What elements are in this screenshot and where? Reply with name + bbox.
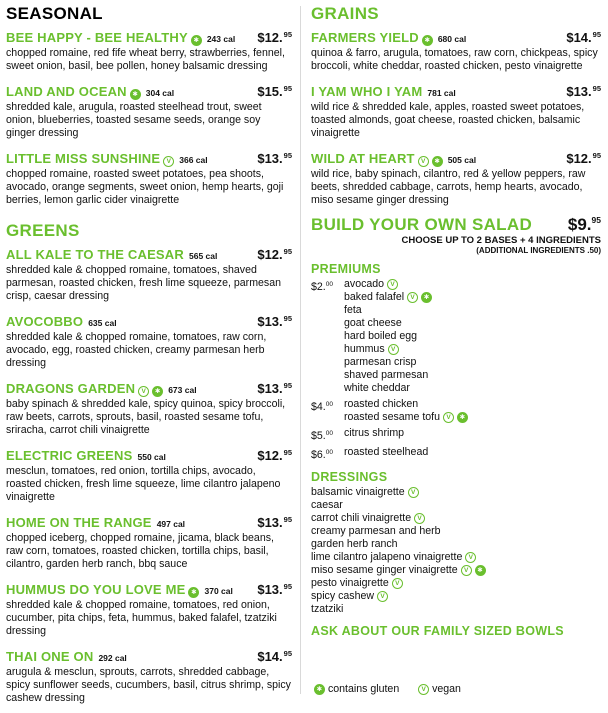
menu-item-calories: 292 cal — [98, 653, 127, 663]
menu-item-description: shredded kale & chopped romaine, tomatoes, shaved parmesan, roasted chicken, fresh lime squeeze, parmesan crisp, caesar dressing — [6, 264, 281, 302]
menu-item-name: AVOCOBBO — [6, 314, 84, 329]
premium-item — [344, 317, 432, 330]
gluten-icon: ✱ — [432, 156, 443, 167]
vegan-icon: V — [414, 513, 425, 524]
menu-item-price — [257, 445, 292, 464]
gluten-icon: ✱ — [422, 35, 433, 46]
price-dollars: $2. — [311, 281, 326, 293]
premium-item — [344, 398, 468, 411]
menu-item-price — [257, 311, 292, 330]
dressing-label: lime cilantro jalapeno vinaigrette — [311, 551, 463, 563]
column-divider — [300, 6, 301, 694]
vegan-icon: V — [392, 578, 403, 589]
menu-item-calories: 781 cal — [427, 88, 456, 98]
premium-item — [344, 356, 432, 369]
price-dollars: $14. — [257, 649, 283, 664]
premium-item-label: avocado — [344, 278, 385, 290]
dressing-label: carrot chili vinaigrette — [311, 512, 412, 524]
price-dollars: $12. — [566, 151, 592, 166]
menu-item-price — [566, 81, 601, 100]
price-cents: 95 — [283, 582, 292, 591]
premium-price-group — [311, 398, 601, 424]
menu-item-name: ELECTRIC GREENS — [6, 448, 133, 463]
dressing-item — [311, 551, 601, 564]
menu-item-calories: 366 cal — [179, 155, 208, 165]
menu-item — [311, 27, 601, 73]
menu-item-name: BEE HAPPY - BEE HEALTHY — [6, 30, 188, 45]
menu-item-price — [257, 81, 292, 100]
menu-item-name: HOME ON THE RANGE — [6, 515, 152, 530]
price-dollars: $15. — [257, 84, 283, 99]
menu-item-calories: 550 cal — [137, 452, 166, 462]
grains-list — [311, 27, 601, 207]
dressing-label: garden herb ranch — [311, 538, 398, 550]
price-cents: 95 — [283, 381, 292, 390]
dressing-item — [311, 564, 601, 577]
menu-item — [6, 579, 292, 638]
dressing-label: tzatziki — [311, 603, 344, 615]
vegan-icon: V — [377, 591, 388, 602]
premiums-heading: PREMIUMS — [311, 262, 381, 276]
price-cents: 95 — [283, 247, 292, 256]
price-dollars: $13. — [566, 84, 592, 99]
menu-item-price — [257, 378, 292, 397]
menu-item-calories: 243 cal — [206, 34, 236, 44]
vegan-icon: V — [443, 412, 454, 423]
menu-item-header — [6, 512, 292, 532]
menu-item — [6, 311, 292, 370]
menu-item-header — [311, 27, 601, 47]
menu-item-calories: 497 cal — [156, 519, 186, 529]
premium-item — [344, 369, 432, 382]
build-your-own-note: (ADDITIONAL INGREDIENTS .50) — [476, 246, 601, 255]
menu-item-description: chopped romaine, red fife wheat berry, strawberries, fennel, sweet onion, basil, bee pollen, honey balsamic dressing — [6, 47, 285, 72]
menu-item-header — [6, 579, 292, 599]
vegan-icon: V — [461, 565, 472, 576]
menu-item-name: I YAM WHO I YAM — [311, 84, 423, 99]
menu-item-price — [566, 27, 601, 46]
gluten-icon: ✱ — [130, 89, 141, 100]
build-your-own-header — [311, 215, 601, 235]
gluten-icon: ✱ — [421, 292, 432, 303]
menu-item-price — [257, 244, 292, 263]
premium-price — [311, 278, 344, 395]
dressing-item — [311, 499, 601, 512]
price-dollars: $13. — [257, 582, 283, 597]
premium-price-group — [311, 427, 601, 443]
price-cents: 95 — [283, 515, 292, 524]
menu-item — [6, 512, 292, 571]
vegan-icon: V — [465, 552, 476, 563]
dressing-label: balsamic vinaigrette — [311, 486, 405, 498]
menu-item-price — [566, 148, 601, 167]
menu-item-description: chopped romaine, roasted sweet potatoes, pea shoots, avocado, orange segments, sweet onion, hemp hearts, goji berries, lemon garlic cider vinaigrette — [6, 168, 284, 206]
menu-item-calories: 565 cal — [188, 251, 218, 261]
premium-item-label: goat cheese — [344, 317, 402, 329]
premium-item-label: parmesan crisp — [344, 356, 417, 368]
price-dollars: $5. — [311, 430, 326, 442]
seasonal-list — [6, 27, 292, 207]
price-cents: 95 — [283, 30, 292, 39]
premium-item — [344, 330, 432, 343]
dressings-heading: DRESSINGS — [311, 470, 388, 484]
gluten-icon: ✱ — [475, 565, 486, 576]
menu-item-name: LITTLE MISS SUNSHINE — [6, 151, 161, 166]
menu-item-description: shredded kale & chopped romaine, tomatoes, red onion, cucumber, pita chips, feta, hummus, baked falafel, tzatziki dressing — [6, 599, 277, 637]
menu-item-calories: 680 cal — [437, 34, 467, 44]
premium-item-label: white cheddar — [344, 382, 410, 394]
menu-item-header — [311, 148, 601, 168]
premium-item — [344, 382, 432, 395]
dressing-item — [311, 486, 601, 499]
seasonal-heading: SEASONAL — [6, 4, 103, 23]
vegan-icon: V — [407, 292, 418, 303]
gluten-icon: ✱ — [152, 386, 163, 397]
menu-item-header — [6, 445, 292, 465]
dressing-item — [311, 603, 601, 616]
premium-item — [344, 291, 432, 304]
price-dollars: $12. — [257, 448, 283, 463]
premium-item — [344, 304, 432, 317]
price-cents: 00 — [325, 281, 333, 288]
dressing-label: creamy parmesan and herb — [311, 525, 441, 537]
price-dollars: $6. — [311, 449, 326, 461]
dressing-item — [311, 525, 601, 538]
gluten-icon: ✱ — [191, 35, 202, 46]
grains-heading: GRAINS — [311, 4, 379, 23]
menu-item-description: wild rice, baby spinach, cilantro, red & yellow peppers, raw beets, shredded cabbage, carrots, hemp hearts, avocado, miso sesame ginger dressing — [311, 168, 586, 206]
family-bowls-note: ASK ABOUT OUR FAMILY SIZED BOWLS — [311, 624, 564, 638]
menu-item-description: chopped iceberg, chopped romaine, jicama, black beans, raw corn, tomatoes, roasted chicken, tortilla chips, basil, cilantro, garden herb ranch, bbq sauce — [6, 532, 274, 570]
menu-item-price — [257, 27, 292, 46]
gluten-icon: ✱ — [457, 412, 468, 423]
build-your-own-price — [568, 215, 601, 235]
menu-item-header — [6, 27, 292, 47]
price-dollars: $12. — [257, 30, 283, 45]
menu-item — [6, 148, 292, 207]
menu-item-name: WILD AT HEART — [311, 151, 415, 166]
price-cents: 95 — [283, 448, 292, 457]
menu-item — [311, 81, 601, 140]
premium-items — [344, 427, 404, 443]
menu-item-header — [6, 81, 292, 101]
legend — [311, 683, 461, 696]
vegan-icon: V — [387, 279, 398, 290]
menu-item-header — [6, 378, 292, 398]
price-dollars: $14. — [566, 30, 592, 45]
dressings-list — [311, 486, 601, 616]
premium-item-label: shaved parmesan — [344, 369, 429, 381]
price-dollars: $13. — [257, 515, 283, 530]
price-cents: 95 — [283, 314, 292, 323]
byo-price-cents: 95 — [591, 215, 601, 225]
menu-item-name: HUMMUS DO YOU LOVE ME — [6, 582, 186, 597]
menu-item-price — [257, 148, 292, 167]
menu-item-description: shredded kale, arugula, roasted steelhead trout, sweet onion, blueberries, toasted sesame seeds, orange soy ginger dressing — [6, 101, 262, 139]
vegan-icon: V — [418, 684, 429, 695]
dressing-label: spicy cashew — [311, 590, 374, 602]
dressing-item — [311, 538, 601, 551]
menu-item-calories: 635 cal — [88, 318, 117, 328]
menu-item-name: ALL KALE TO THE CAESAR — [6, 247, 184, 262]
menu-item-name: FARMERS YIELD — [311, 30, 419, 45]
price-cents: 95 — [283, 84, 292, 93]
premium-items — [344, 446, 428, 462]
menu-item-calories: 370 cal — [204, 586, 233, 596]
right-column — [311, 0, 601, 639]
price-dollars: $13. — [257, 151, 283, 166]
byo-price-dollars: $9. — [567, 215, 592, 234]
menu-item-header — [6, 311, 292, 331]
premium-items — [344, 278, 432, 395]
menu-item-name: THAI ONE ON — [6, 649, 94, 664]
menu-item — [6, 244, 292, 303]
premium-item-label: roasted steelhead — [344, 446, 429, 458]
build-your-own-title: BUILD YOUR OWN SALAD — [311, 215, 533, 234]
menu-item-calories: 505 cal — [447, 155, 477, 165]
price-dollars: $12. — [257, 247, 283, 262]
menu-item-header — [6, 148, 292, 168]
menu-item-calories: 673 cal — [168, 385, 197, 395]
menu-item-description: wild rice & shredded kale, apples, roasted sweet potatoes, toasted almonds, goat cheese, roasted chicken, balsamic vinaigrette — [311, 101, 585, 139]
vegan-icon: V — [408, 487, 419, 498]
price-dollars: $4. — [311, 401, 326, 413]
build-your-own-instructions: CHOOSE UP TO 2 BASES + 4 INGREDIENTS — [401, 235, 601, 246]
premium-price-group — [311, 446, 601, 462]
price-cents: 95 — [592, 30, 601, 39]
menu-item — [6, 81, 292, 140]
gluten-icon: ✱ — [188, 587, 199, 598]
menu-item — [311, 148, 601, 207]
dressing-item — [311, 590, 601, 603]
premium-item — [344, 446, 428, 459]
menu-item-description: mesclun, tomatoes, red onion, tortilla chips, avocado, roasted chicken, fresh lime squeeze, lime cilantro jalapeno vinaigrette — [6, 465, 281, 503]
menu-item-name: DRAGONS GARDEN — [6, 381, 136, 396]
dressing-item — [311, 512, 601, 525]
menu-item-description: baby spinach & shredded kale, spicy quinoa, spicy broccoli, raw beets, carrots, sprouts, basil, roasted sesame tofu, sriracha, carrot chili vinaigrette — [6, 398, 286, 436]
premium-item — [344, 343, 432, 356]
premium-item — [344, 278, 432, 291]
dressing-label: pesto vinaigrette — [311, 577, 389, 589]
premiums-list — [311, 278, 601, 462]
menu-item-header — [6, 244, 292, 264]
premium-item — [344, 411, 468, 424]
premium-item-label: hummus — [344, 343, 385, 355]
menu-item-price — [257, 579, 292, 598]
premium-price — [311, 398, 344, 424]
premium-item-label: roasted sesame tofu — [344, 411, 440, 423]
price-cents: 00 — [325, 449, 333, 456]
premium-price-group — [311, 278, 601, 395]
premium-item-label: feta — [344, 304, 362, 316]
dressing-item — [311, 577, 601, 590]
left-column — [6, 0, 292, 713]
price-cents: 95 — [283, 649, 292, 658]
menu-item-description: shredded kale & chopped romaine, tomatoes, raw corn, avocado, egg, roasted chicken, creamy parmesan herb dressing — [6, 331, 267, 369]
premium-price — [311, 446, 344, 462]
premium-items — [344, 398, 468, 424]
legend-gluten-label: contains gluten — [327, 683, 400, 695]
price-cents: 95 — [592, 151, 601, 160]
menu-item — [6, 646, 292, 705]
menu-item-description: quinoa & farro, arugula, tomatoes, raw corn, chickpeas, spicy broccoli, white cheddar, roasted chicken, pesto vinaigrette — [311, 47, 598, 72]
greens-heading: GREENS — [6, 221, 80, 240]
vegan-icon: V — [388, 344, 399, 355]
menu-item-name: LAND AND OCEAN — [6, 84, 127, 99]
gluten-icon: ✱ — [314, 684, 325, 695]
menu-item-header — [311, 81, 601, 101]
premium-item-label: citrus shrimp — [344, 427, 405, 439]
premium-price — [311, 427, 344, 443]
price-cents: 00 — [325, 430, 333, 437]
menu-item-header — [6, 646, 292, 666]
menu-item — [6, 378, 292, 437]
price-dollars: $13. — [257, 314, 283, 329]
premium-item-label: hard boiled egg — [344, 330, 418, 342]
vegan-icon: V — [418, 156, 429, 167]
price-dollars: $13. — [257, 381, 283, 396]
premium-item — [344, 427, 404, 440]
vegan-icon: V — [163, 156, 174, 167]
vegan-icon: V — [138, 386, 149, 397]
premium-item-label: roasted chicken — [344, 398, 419, 410]
menu-item-price — [257, 512, 292, 531]
menu-item — [6, 445, 292, 504]
menu-item — [6, 27, 292, 73]
greens-list — [6, 244, 292, 705]
price-cents: 95 — [283, 151, 292, 160]
dressing-label: caesar — [311, 499, 343, 511]
menu-item-calories: 304 cal — [145, 88, 175, 98]
price-cents: 00 — [325, 401, 333, 408]
menu-item-price — [257, 646, 292, 665]
premium-item-label: baked falafel — [344, 291, 405, 303]
legend-vegan-label: vegan — [432, 683, 461, 695]
menu-item-description: arugula & mesclun, sprouts, carrots, shredded cabbage, spicy sunflower seeds, cucumbers, basil, citrus shrimp, spicy cashew dressing — [6, 666, 291, 704]
price-cents: 95 — [592, 84, 601, 93]
dressing-label: miso sesame ginger vinaigrette — [311, 564, 458, 576]
